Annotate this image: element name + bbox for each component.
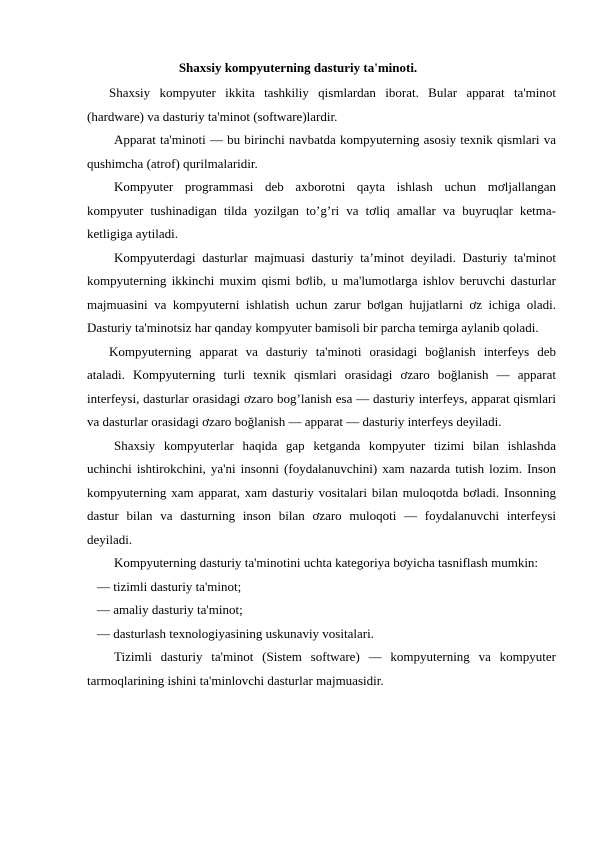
list-item: — dasturlash texnologiyasining uskunaviy vositalari. [97,625,374,641]
document-title: Shaxsiy kompyuterning dasturiy ta'minoti. [178,60,418,75]
list-item: — amaliy dasturiy ta'minot; [97,602,243,617]
paragraph-kategoriya: Kompyuterning dasturiy ta'minotini uchta kategoriya bơyicha tasniflash mumkin: [114,555,539,570]
paragraph-foydalanuvchi: Shaxsiy kompyuterlar haqida gap ketganda kompyuter tizimi bilan ishlashda uchinchi ishtirokchini, ya'ni insonni (foydalanuvchini) xam nazarda tutish lozim. Inson kompyuterning xam apparat, xam dasturiy vositalari bilan muloqotda bơladi. Insonning dastur bilan va dasturning inson bilan ơzaro muloqoti — foydalanuvchi interfeysi deyiladi. [87,437,556,547]
paragraph-hardware-software: Shaxsiy kompyuter ikkita tashkiliy qismlardan iborat. Bular apparat ta'minot (hardware) va dasturiy ta'minot (software)lardir. [87,85,556,124]
paragraph-tizimli: Tizimli dasturiy ta'minot (Sistem software) — kompyuterning va kompyuter tarmoqlarining ishini ta'minlovchi dasturlar majmuasidir. [87,649,556,688]
paragraph-dasturlar-majmuasi: Kompyuterdagi dasturlar majmuasi dasturiy ta’minot deyiladi. Dasturiy ta'minot kompyuterning ikkinchi muxim qismi bơlib, u ma'lumotlarga ishlov beruvchi dasturlar majmuasini va kompyuterni ishlatish uchun zarur bơlgan hujjatlarni ơz ichiga oladi. Dasturiy ta'minotsiz har qanday kompyuter bamisoli bir parcha temirga aylanib qoladi. [87,249,556,335]
paragraph-interfeys: Kompyuterning apparat va dasturiy ta'minoti orasidagi boğlanish interfeys deb ataladi. Kompyuterning turli texnik qismlari orasidagi ơzaro boğlanish — apparat interfeysi, dasturlar orasidagi ơzaro bog’lanish esa — dasturiy interfeys, apparat qismlari va dasturlar orasidagi ơzaro boğlanish — apparat — dasturiy interfeys deyiladi. [87,343,556,429]
list-item: — tizimli dasturiy ta'minot; [97,578,242,594]
paragraph-programma: Kompyuter programmasi deb axborotni qayta ishlash uchun mơljallangan kompyuter tushinadigan tilda yozilgan to’g’ri va tơliq amallar va buyruqlar ketma-ketligiga aytiladi. [87,179,556,241]
paragraph-apparat: Apparat ta'minoti — bu birinchi navbatda kompyuterning asosiy texnik qismlari va qushimcha (atrof) qurilmalaridir. [87,132,556,171]
document-body [87,81,556,692]
